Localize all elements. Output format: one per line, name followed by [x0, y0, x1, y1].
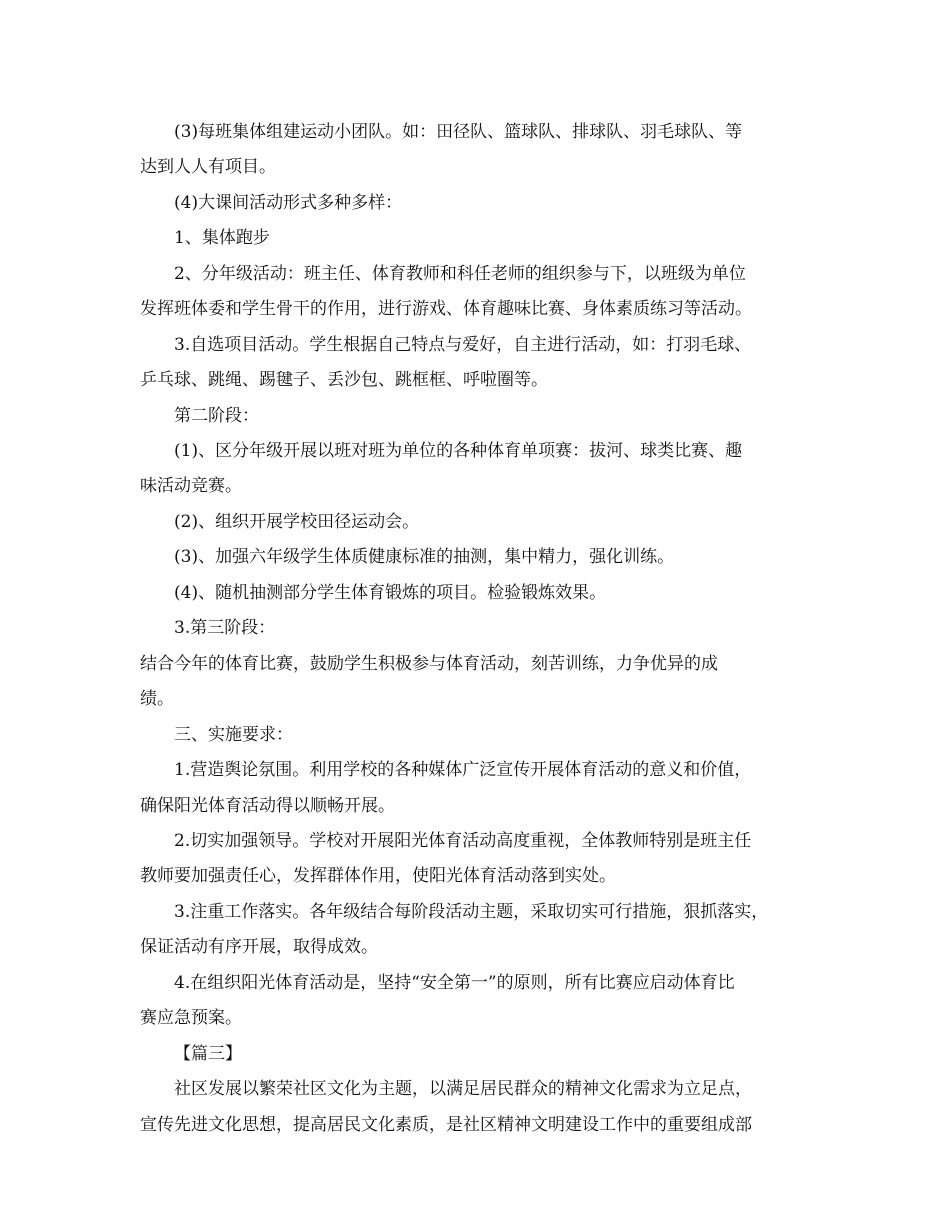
text-line: 2.切实加强领导。学校对开展阳光体育活动高度重视，全体教师特别是班主任	[174, 831, 752, 851]
text-line: 赛应急预案。	[140, 1008, 242, 1028]
text-line: (4)大课间活动形式多种多样：	[174, 193, 403, 213]
text-line: 味活动竞赛。	[140, 476, 242, 496]
text-line: 社区发展以繁荣社区文化为主题，以满足居民群众的精神文化需求为立足点，	[174, 1079, 752, 1099]
text-line: 确保阳光体育活动得以顺畅开展。	[140, 796, 395, 816]
section-heading: 第二阶段：	[174, 406, 259, 426]
text-line: 宣传先进文化思想，提高居民文化素质，是社区精神文明建设工作中的重要组成部	[140, 1115, 752, 1135]
section-heading: 三、实施要求：	[174, 725, 293, 745]
text-line: 保证活动有序开展，取得成效。	[140, 937, 378, 957]
text-line: 4.在组织阳光体育活动是，坚持“安全第一”的原则，所有比赛应启动体育比	[174, 973, 735, 993]
text-line: 教师要加强责任心，发挥群体作用，使阳光体育活动落到实处。	[140, 866, 616, 886]
text-line: 结合今年的体育比赛，鼓励学生积极参与体育活动，刻苦训练，力争优异的成	[140, 654, 718, 674]
section-heading: 【篇三】	[174, 1044, 242, 1064]
text-line: (1)、区分年级开展以班对班为单位的各种体育单项赛：拔河、球类比赛、趣	[174, 441, 743, 461]
text-line: (3)每班集体组建运动小团队。如：田径队、篮球队、排球队、羽毛球队、等	[174, 122, 743, 142]
text-line: 1.营造舆论氛围。利用学校的各种媒体广泛宣传开展体育活动的意义和价值，	[174, 760, 752, 780]
section-heading: 3.第三阶段：	[174, 618, 276, 638]
text-line: 3.自选项目活动。学生根据自己特点与爱好，自主进行活动，如：打羽毛球、	[174, 335, 752, 355]
text-line: (2)、组织开展学校田径运动会。	[174, 512, 420, 532]
text-line: 乒乓球、跳绳、踢毽子、丢沙包、跳框框、呼啦圈等。	[140, 370, 548, 390]
text-line: 发挥班体委和学生骨干的作用，进行游戏、体育趣味比赛、身体素质练习等活动。	[140, 299, 752, 319]
text-line: 绩。	[140, 689, 174, 709]
text-line: (3)、加强六年级学生体质健康标准的抽测，集中精力，强化训练。	[174, 547, 675, 567]
text-line: 3.注重工作落实。各年级结合每阶段活动主题，采取切实可行措施，狠抓落实，	[174, 902, 769, 922]
text-line: 达到人人有项目。	[140, 157, 276, 177]
text-line: (4)、随机抽测部分学生体育锻炼的项目。检验锻炼效果。	[174, 583, 607, 603]
text-line: 2、分年级活动：班主任、体育教师和科任老师的组织参与下，以班级为单位	[174, 264, 746, 284]
text-line: 1、集体跑步	[174, 228, 270, 248]
